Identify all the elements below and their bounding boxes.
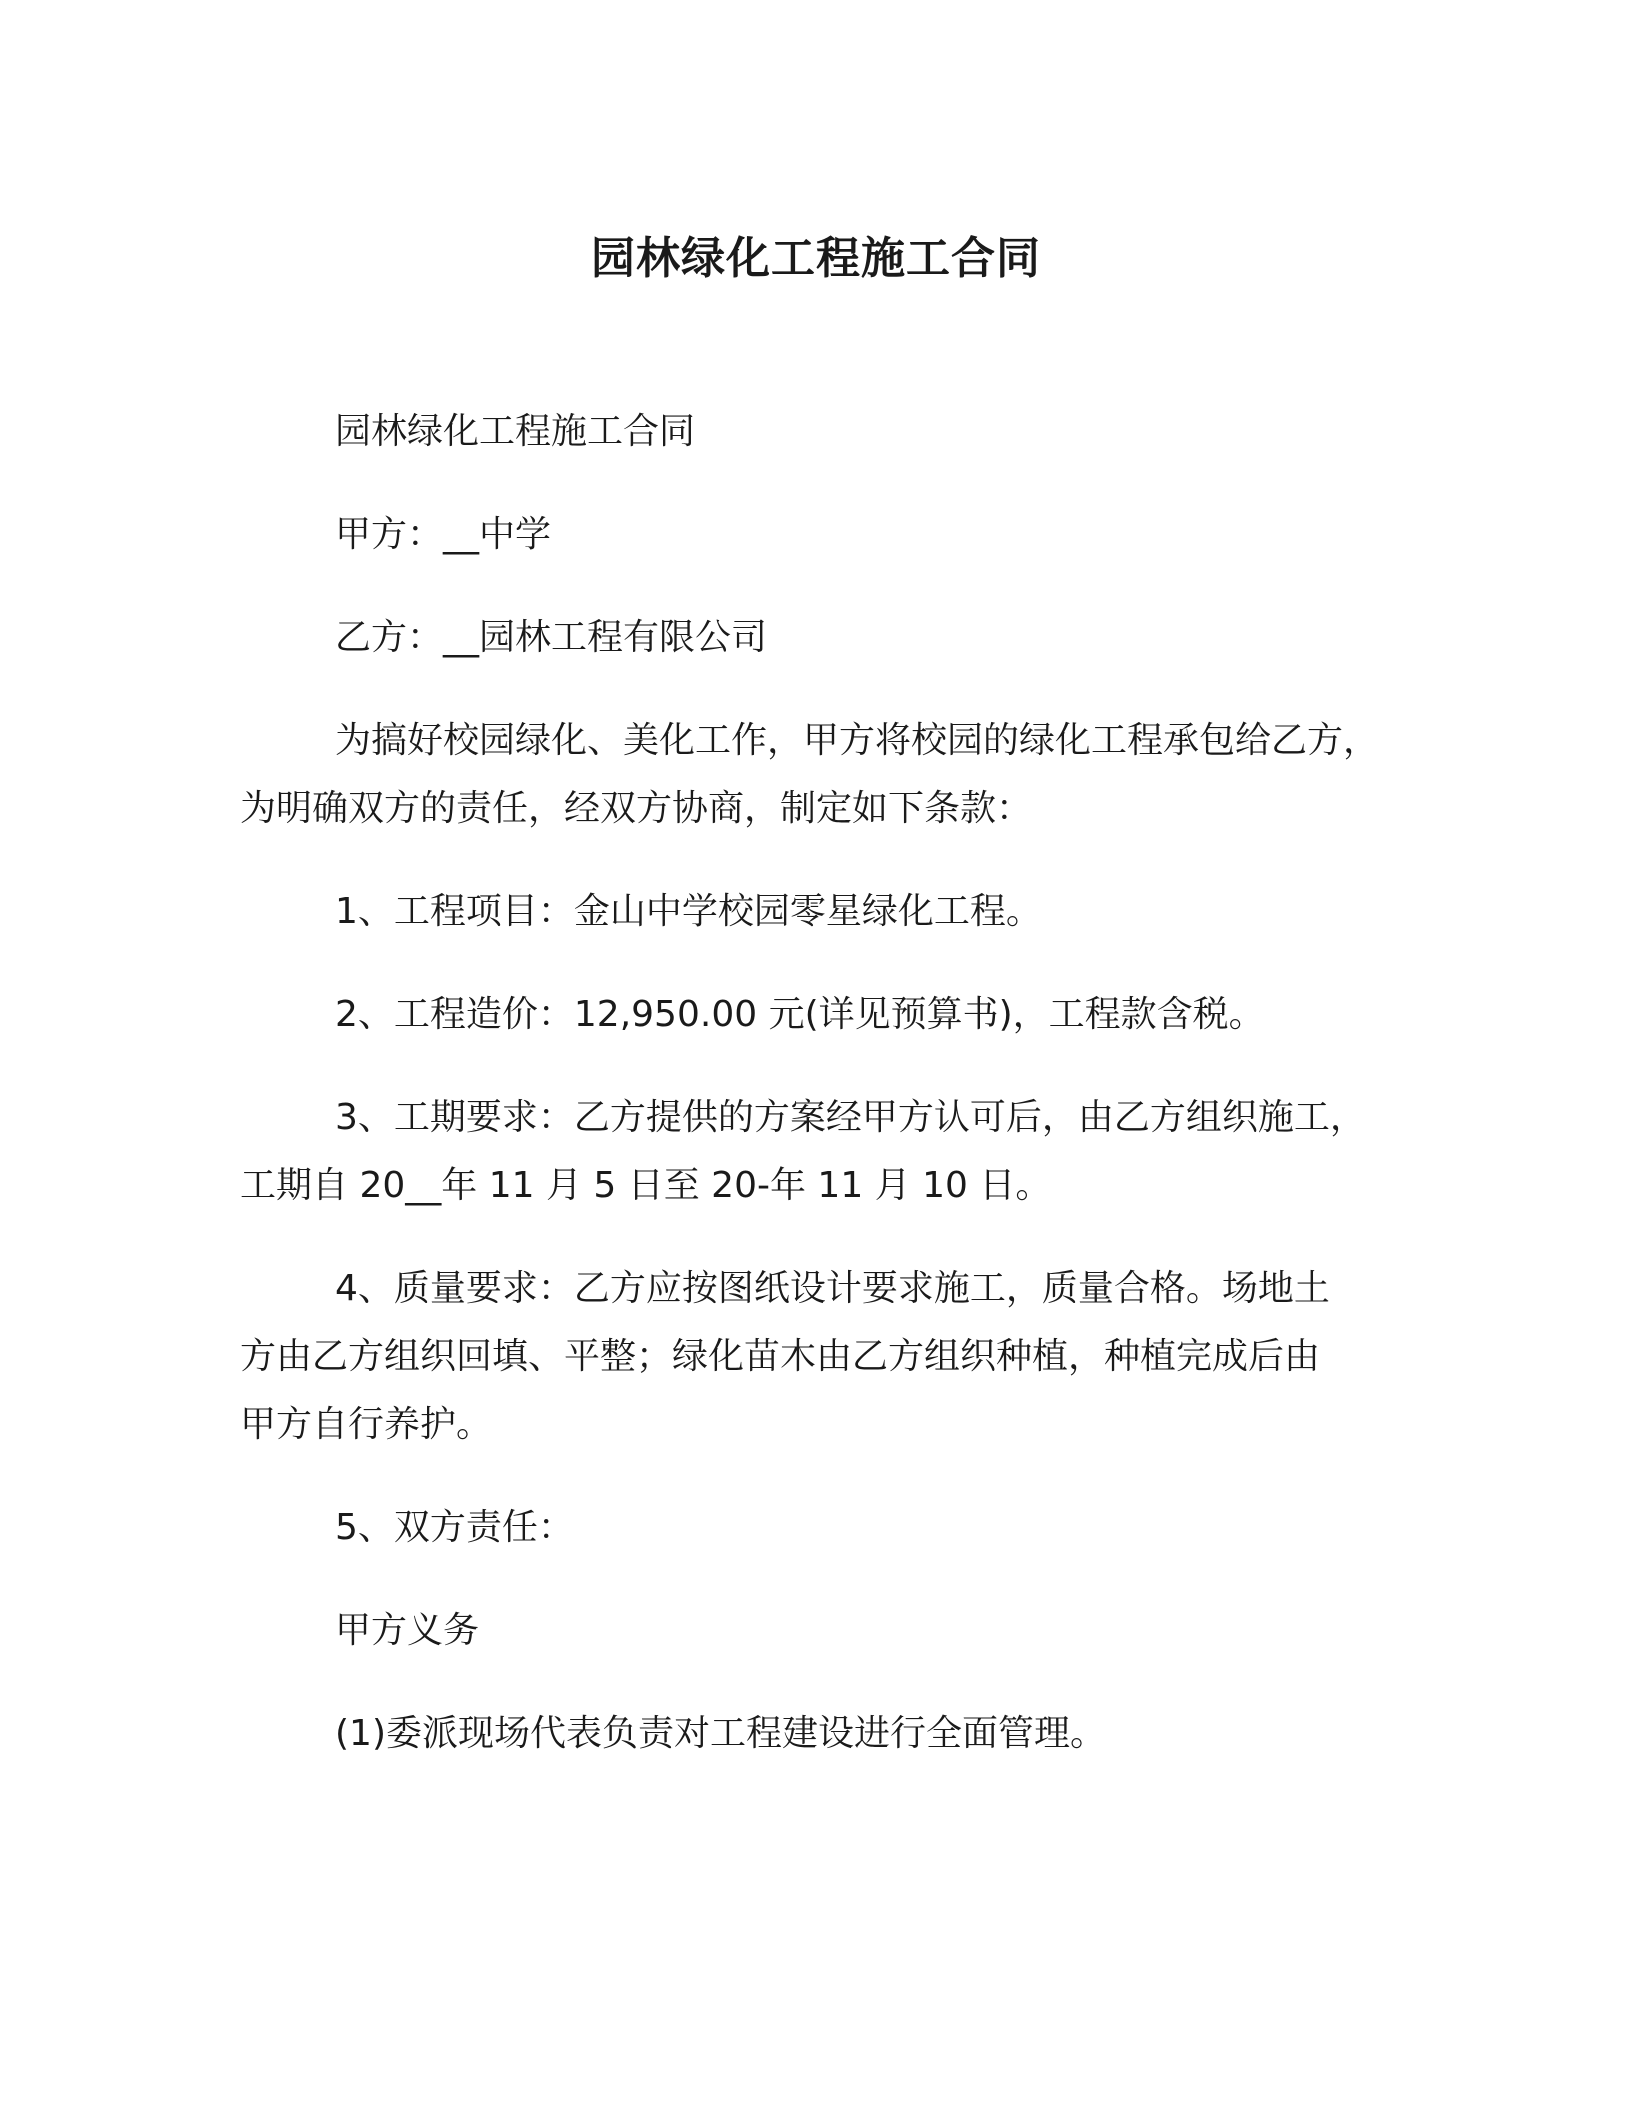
document-title: 园林绿化工程施工合同 bbox=[591, 233, 1041, 284]
duty-item-1: (1)委派现场代表负责对工程建设进行全面管理。 bbox=[335, 1713, 1106, 1754]
party-a: 甲方：__中学 bbox=[335, 514, 552, 555]
contract-subtitle: 园林绿化工程施工合同 bbox=[335, 411, 696, 452]
intro-paragraph bbox=[240, 707, 1420, 843]
clause-4 bbox=[240, 1255, 1420, 1459]
clause-2: 2、工程造价：12,950.00 元(详见预算书)，工程款含税。 bbox=[335, 994, 1265, 1035]
clause-1: 1、工程项目：金山中学校园零星绿化工程。 bbox=[335, 891, 1042, 932]
clause-5: 5、双方责任： bbox=[335, 1507, 574, 1548]
intro-line-1: 为搞好校园绿化、美化工作，甲方将校园的绿化工程承包给乙方， bbox=[335, 720, 1380, 761]
intro-line-2: 为明确双方的责任，经双方协商，制定如下条款： bbox=[240, 788, 1033, 829]
clause-3-line-1: 3、工期要求：乙方提供的方案经甲方认可后，由乙方组织施工， bbox=[335, 1097, 1366, 1138]
document-body bbox=[240, 398, 1420, 1803]
party-a-duty-heading: 甲方义务 bbox=[335, 1610, 480, 1651]
clause-3 bbox=[240, 1084, 1420, 1220]
party-b: 乙方：__园林工程有限公司 bbox=[335, 617, 768, 658]
clause-4-line-3: 甲方自行养护。 bbox=[240, 1404, 493, 1445]
clause-4-line-2: 方由乙方组织回填、平整；绿化苗木由乙方组织种植，种植完成后由 bbox=[240, 1336, 1321, 1377]
clause-4-line-1: 4、质量要求：乙方应按图纸设计要求施工，质量合格。场地土 bbox=[335, 1268, 1330, 1309]
clause-3-line-2: 工期自 20__年 11 月 5 日至 20-年 11 月 10 日。 bbox=[240, 1165, 1052, 1206]
